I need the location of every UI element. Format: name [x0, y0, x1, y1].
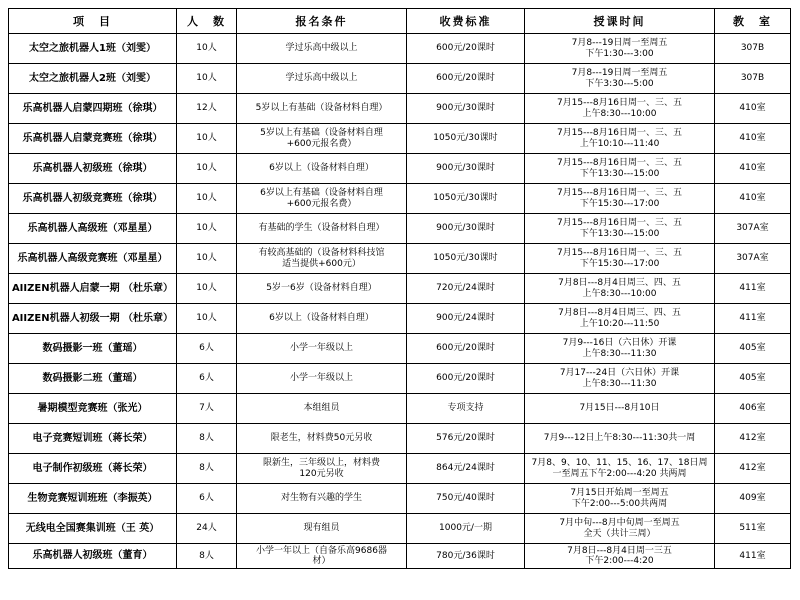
- fee: 600元/20课时: [407, 334, 525, 364]
- fee: 600元/20课时: [407, 34, 525, 64]
- requirement: 6岁以上有基础（设备材料自理 +600元报名费）: [237, 184, 407, 214]
- header-row: [9, 9, 791, 34]
- requirement: 小学一年级以上: [237, 364, 407, 394]
- course-name: 电子制作初级班（蒋长荣）: [9, 454, 177, 484]
- requirement: 限新生，三年级以上，材料费 120元另收: [237, 454, 407, 484]
- class-time: 7月15---8月16日周一、三、五 上午10:10---11:40: [525, 124, 715, 154]
- classroom: 412室: [715, 454, 791, 484]
- class-time: 7月15日开始周一至周五 下午2:00---5:00共两周: [525, 484, 715, 514]
- enrollment-count: 6人: [177, 484, 237, 514]
- enrollment-count: 12人: [177, 94, 237, 124]
- enrollment-count: 6人: [177, 364, 237, 394]
- class-time: 7月15日---8月10日: [525, 394, 715, 424]
- class-time: 7月8日---8月4日周三、四、五 上午8:30---10:00: [525, 274, 715, 304]
- classroom: 411室: [715, 544, 791, 569]
- requirement: 限老生，材料费50元另收: [237, 424, 407, 454]
- course-name: AIIZEN机器人初级一期 （杜乐章）: [9, 304, 177, 334]
- classroom: 410室: [715, 184, 791, 214]
- table-row: [9, 34, 791, 64]
- class-time: 7月8日---8月4日周一三五 下午2:00---4:20: [525, 544, 715, 569]
- enrollment-count: 10人: [177, 274, 237, 304]
- table-row: [9, 424, 791, 454]
- class-time: 7月17---24日（六日休）开课 上午8:30---11:30: [525, 364, 715, 394]
- table-row: [9, 124, 791, 154]
- class-time: 7月中旬---8月中旬周一至周五 全天（共计三周）: [525, 514, 715, 544]
- enrollment-count: 6人: [177, 334, 237, 364]
- requirement: 有较高基础的（设备材料科技馆 适当提供+600元）: [237, 244, 407, 274]
- table-row: [9, 394, 791, 424]
- classroom: 405室: [715, 334, 791, 364]
- course-name: 暑期模型竞赛班（张光）: [9, 394, 177, 424]
- course-name: 乐高机器人初级班（董育）: [9, 544, 177, 569]
- enrollment-count: 10人: [177, 154, 237, 184]
- enrollment-count: 8人: [177, 544, 237, 569]
- requirement: 小学一年以上（自备乐高9686器 材）: [237, 544, 407, 569]
- fee: 600元/20课时: [407, 64, 525, 94]
- table-body: [9, 34, 791, 569]
- course-name: 太空之旅机器人2班（刘雯）: [9, 64, 177, 94]
- enrollment-count: 10人: [177, 64, 237, 94]
- table-row: [9, 334, 791, 364]
- class-time: 7月15---8月16日周一、三、五 下午13:30---15:00: [525, 214, 715, 244]
- enrollment-count: 8人: [177, 454, 237, 484]
- classroom: 406室: [715, 394, 791, 424]
- table-row: [9, 274, 791, 304]
- fee: 1050元/30课时: [407, 124, 525, 154]
- class-time: 7月15---8月16日周一、三、五 上午8:30---10:00: [525, 94, 715, 124]
- classroom: 307A室: [715, 214, 791, 244]
- requirement: 5岁以上有基础（设备材料自理）: [237, 94, 407, 124]
- fee: 864元/24课时: [407, 454, 525, 484]
- classroom: 511室: [715, 514, 791, 544]
- table-row: [9, 154, 791, 184]
- course-name: 电子竞赛短训班（蒋长荣）: [9, 424, 177, 454]
- requirement: 本组组员: [237, 394, 407, 424]
- course-name: 数码摄影二班（董瑶）: [9, 364, 177, 394]
- class-time: 7月8日---8月4日周三、四、五 上午10:20---11:50: [525, 304, 715, 334]
- enrollment-count: 10人: [177, 304, 237, 334]
- header-fee: 收费标准: [407, 9, 525, 34]
- table-row: [9, 184, 791, 214]
- fee: 780元/36课时: [407, 544, 525, 569]
- course-name: 乐高机器人初级竞赛班（徐琪）: [9, 184, 177, 214]
- classroom: 307B: [715, 64, 791, 94]
- classroom: 409室: [715, 484, 791, 514]
- fee: 1050元/30课时: [407, 184, 525, 214]
- fee: 720元/24课时: [407, 274, 525, 304]
- fee: 专项支持: [407, 394, 525, 424]
- course-name: 乐高机器人初级班（徐琪）: [9, 154, 177, 184]
- table-row: [9, 454, 791, 484]
- header-count: 人 数: [177, 9, 237, 34]
- header-project: 项 目: [9, 9, 177, 34]
- course-name: 生物竞赛短训班班（李振英）: [9, 484, 177, 514]
- requirement: 对生物有兴趣的学生: [237, 484, 407, 514]
- requirement: 5岁一6岁（设备材料自理）: [237, 274, 407, 304]
- table-row: [9, 304, 791, 334]
- table-row: [9, 94, 791, 124]
- fee: 1050元/30课时: [407, 244, 525, 274]
- requirement: 6岁以上（设备材料自理）: [237, 154, 407, 184]
- classroom: 411室: [715, 274, 791, 304]
- fee: 1000元/一期: [407, 514, 525, 544]
- fee: 900元/30课时: [407, 214, 525, 244]
- classroom: 307B: [715, 34, 791, 64]
- course-name: AIIZEN机器人启蒙一期 （杜乐章）: [9, 274, 177, 304]
- course-name: 数码摄影一班（董瑶）: [9, 334, 177, 364]
- requirement: 6岁以上（设备材料自理）: [237, 304, 407, 334]
- class-time: 7月9---16日（六日休）开课 上午8:30---11:30: [525, 334, 715, 364]
- course-name: 乐高机器人启蒙竞赛班（徐琪）: [9, 124, 177, 154]
- table-row: [9, 244, 791, 274]
- fee: 576元/20课时: [407, 424, 525, 454]
- header-requirement: 报名条件: [237, 9, 407, 34]
- requirement: 学过乐高中级以上: [237, 64, 407, 94]
- table-row: [9, 514, 791, 544]
- enrollment-count: 10人: [177, 244, 237, 274]
- table-row: [9, 214, 791, 244]
- requirement: 小学一年级以上: [237, 334, 407, 364]
- enrollment-count: 8人: [177, 424, 237, 454]
- enrollment-count: 10人: [177, 184, 237, 214]
- enrollment-count: 10人: [177, 34, 237, 64]
- header-room: 教 室: [715, 9, 791, 34]
- class-time: 7月15---8月16日周一、三、五 下午15:30---17:00: [525, 244, 715, 274]
- requirement: 5岁以上有基础（设备材料自理 +600元报名费）: [237, 124, 407, 154]
- requirement: 现有组员: [237, 514, 407, 544]
- course-name: 无线电全国赛集训班（王 英）: [9, 514, 177, 544]
- fee: 900元/24课时: [407, 304, 525, 334]
- fee: 750元/40课时: [407, 484, 525, 514]
- requirement: 学过乐高中级以上: [237, 34, 407, 64]
- classroom: 412室: [715, 424, 791, 454]
- classroom: 410室: [715, 124, 791, 154]
- table-row: [9, 484, 791, 514]
- class-time: 7月15---8月16日周一、三、五 下午13:30---15:00: [525, 154, 715, 184]
- classroom: 410室: [715, 94, 791, 124]
- table-row: [9, 64, 791, 94]
- classroom: 410室: [715, 154, 791, 184]
- header-time: 授课时间: [525, 9, 715, 34]
- course-name: 乐高机器人高级班（邓星星）: [9, 214, 177, 244]
- course-name: 乐高机器人启蒙四期班（徐琪）: [9, 94, 177, 124]
- class-time: 7月9---12日上午8:30---11:30共一周: [525, 424, 715, 454]
- fee: 900元/30课时: [407, 94, 525, 124]
- table-row: [9, 364, 791, 394]
- enrollment-count: 10人: [177, 214, 237, 244]
- fee: 900元/30课时: [407, 154, 525, 184]
- class-time: 7月8---19日周一至周五 下午3:30---5:00: [525, 64, 715, 94]
- enrollment-count: 10人: [177, 124, 237, 154]
- course-name: 乐高机器人高级竞赛班（邓星星）: [9, 244, 177, 274]
- classroom: 405室: [715, 364, 791, 394]
- class-time: 7月15---8月16日周一、三、五 下午15:30---17:00: [525, 184, 715, 214]
- course-schedule-table: [8, 8, 791, 569]
- enrollment-count: 24人: [177, 514, 237, 544]
- class-time: 7月8、9、10、11、15、16、17、18日周 一至周五下午2:00---4:20 共两周: [525, 454, 715, 484]
- classroom: 307A室: [715, 244, 791, 274]
- class-time: 7月8---19日周一至周五 下午1:30---3:00: [525, 34, 715, 64]
- fee: 600元/20课时: [407, 364, 525, 394]
- classroom: 411室: [715, 304, 791, 334]
- course-name: 太空之旅机器人1班（刘雯）: [9, 34, 177, 64]
- enrollment-count: 7人: [177, 394, 237, 424]
- requirement: 有基础的学生（设备材料自理）: [237, 214, 407, 244]
- schedule-document: [8, 8, 791, 569]
- table-row: [9, 544, 791, 569]
